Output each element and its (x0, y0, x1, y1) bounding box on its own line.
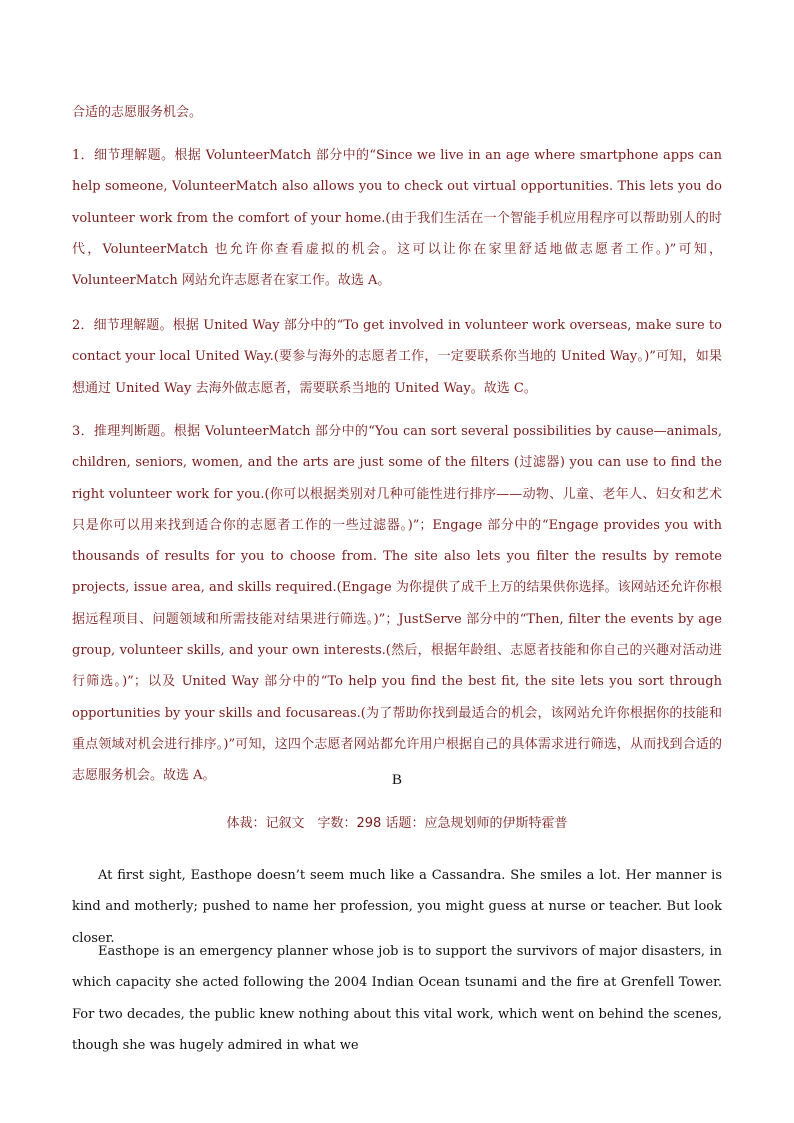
passage-paragraph-1: At first sight, Easthope doesn’t seem much like a Cassandra. She smiles a lot. Her manner is kind and motherly; pushed to name her profession, you might guess at nurse or teacher. But look closer. (72, 868, 722, 946)
explanation-item-2: 2．细节理解题。根据 United Way 部分中的“To get involved in volunteer work overseas, make sure to contact your local United Way.(要参与海外的志愿者工作，一定要联系你当地的 United Way。)”可知，如果想通过 United Way 去海外做志愿者，需要联系当地的 United Way。故选 C。 (72, 318, 722, 396)
passage-paragraph-2: Easthope is an emergency planner whose job is to support the survivors of major disasters, in which capacity she acted following the 2004 Indian Ocean tsunami and the fire at Grenfell Tower. For two decades, the public knew nothing about this vital work, which went on behind the scenes, though she was hugely admired in what we (72, 944, 722, 1053)
explanation-item-1: 1．细节理解题。根据 VolunteerMatch 部分中的“Since we live in an age where smartphone apps can help someone, VolunteerMatch also allows you to check out virtual opportunities. This lets you do volunteer work from the comfort of your home.(由于我们生活在一个智能手机应用程序可以帮助别人的时代，VolunteerMatch 也允许你查看虚拟的机会。这可以让你在家里舒适地做志愿者工作。)”可知，VolunteerMatch 网站允许志愿者在家工作。故选 A。 (72, 148, 722, 289)
explanation-item-3: 3．推理判断题。根据 VolunteerMatch 部分中的“You can sort several possibilities by cause—animals, children, seniors, women, and the arts are just some of the filters (过滤器) you can use to find the right volunteer work for you.(你可以根据类别对几种可能性进行排序——动物、儿童、老年人、妇女和艺术只是你可以用来找到适合你的志愿者工作的一些过滤器。)”；Engage 部分中的“Engage provides you with thousands of results for you to choose from. The site also lets you filter the results by remote projects, issue area, and skills required.(Engage 为你提供了成千上万的结果供你选择。该网站还允许你根据远程项目、问题领域和所需技能对结果进行筛选。)”；JustServe 部分中的“Then, filter the events by age group, volunteer skills, and your own interests.(然后，根据年龄组、志愿者技能和你自己的兴趣对活动进行筛选。)”；以及 United Way 部分中的“To help you find the best fit, the site lets you sort through opportunities by your skills and focusareas.(为了帮助你找到最适合的机会，该网站允许你根据你的技能和重点领域对机会进行排序。)”可知，这四个志愿者网站都允许用户根据自己的具体需求进行筛选，从而找到合适的志愿服务机会。故选 A。 (72, 424, 722, 784)
section-b-heading: B (391, 772, 402, 788)
explanation-intro-tail: 合适的志愿服务机会。 (72, 105, 203, 120)
section-b-meta: 体裁：记叙文 字数：298 话题：应急规划师的伊斯特霍普 (226, 816, 568, 831)
